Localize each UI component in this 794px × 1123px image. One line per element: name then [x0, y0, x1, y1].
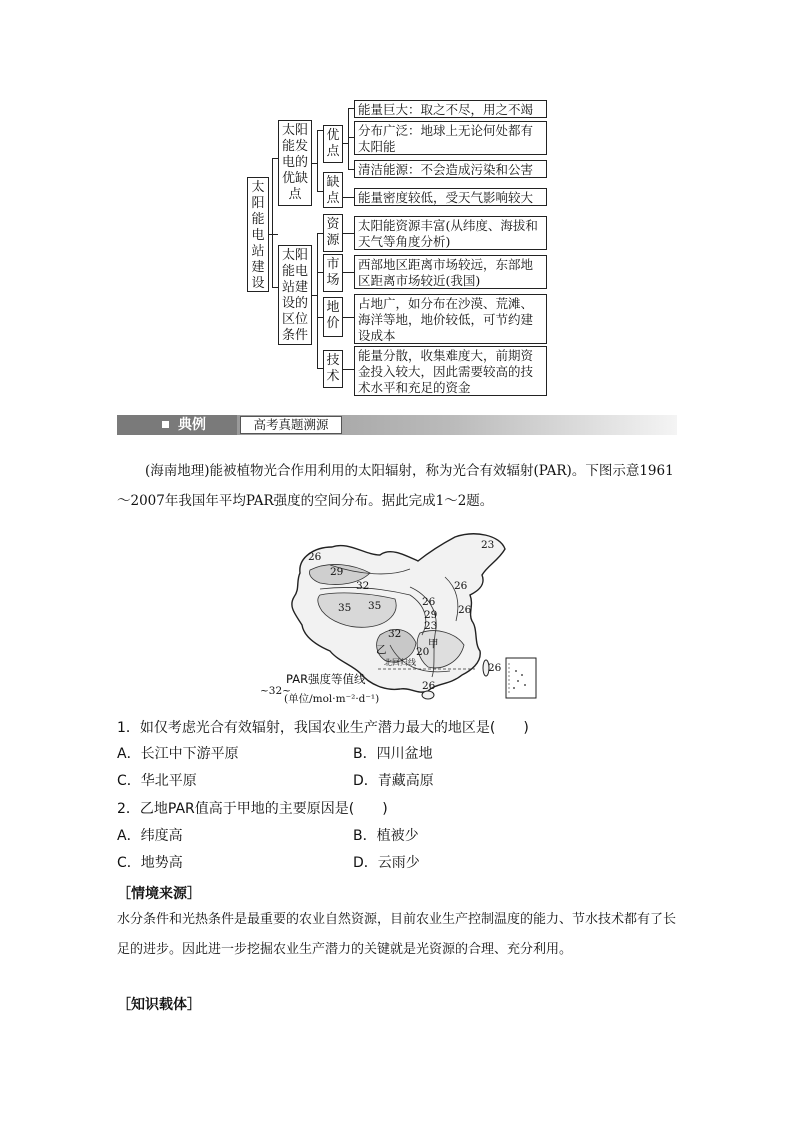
banner-subtitle: 高考真题溯源 [240, 416, 342, 434]
map-label: 26 [422, 596, 436, 608]
banner-square-icon [162, 421, 169, 428]
map-label: 26 [422, 680, 436, 692]
section-heading-context: ［情境来源］ [117, 886, 201, 902]
map-label: 32 [388, 628, 402, 640]
map-label: 29 [424, 609, 438, 621]
banner-title: 典例 [178, 417, 206, 433]
question-2-option-c[interactable]: C．地势高 [117, 855, 183, 871]
map-label: 26 [458, 604, 472, 616]
map-label: 23 [424, 620, 438, 632]
map-label: 26 [308, 551, 322, 563]
tree-factor-label: 资源 [323, 214, 343, 252]
map-label-yi: 乙 [376, 644, 387, 656]
map-label: 35 [338, 602, 352, 614]
factor-text: 能量分散，收集难度大，前期资金投入较大，因此需要较高的技术水平和充足的资金 [354, 346, 547, 396]
question-1-option-a[interactable]: A．长江中下游平原 [117, 746, 239, 762]
banner-accent [117, 415, 237, 435]
tree-factor-label: 地价 [323, 297, 343, 337]
question-2-option-a[interactable]: A．纬度高 [117, 828, 183, 844]
advantage-item: 清洁能源：不会造成污染和公害 [354, 160, 547, 178]
question-2-option-d[interactable]: D．云雨少 [353, 855, 420, 871]
intro-paragraph: (海南地理)能被植物光合作用利用的太阳辐射，称为光合有效辐射(PAR)。下图示意1961～2007年我国年平均PAR强度的空间分布。据此完成1～2题。 [117, 463, 674, 509]
section-heading-knowledge: ［知识载体］ [117, 997, 201, 1013]
map-label: 26 [488, 662, 502, 674]
map-label-jia: 甲 [428, 638, 439, 650]
map-label: 29 [330, 566, 344, 578]
tree-factor-label: 市场 [323, 254, 343, 292]
tree-label-disadvantages: 缺点 [323, 172, 343, 208]
map-label: 35 [368, 600, 382, 612]
tree-factor-label: 技术 [323, 350, 343, 388]
tree-label-advantages: 优点 [323, 125, 343, 163]
map-legend-unit: (单位/mol·m⁻²·d⁻¹) [284, 693, 380, 705]
map-label: 23 [481, 539, 495, 551]
question-1-option-b[interactable]: B．四川盆地 [353, 746, 433, 762]
map-label: 20 [416, 646, 430, 658]
tree-branch-location: 太阳能电站建设的区位条件 [278, 245, 312, 345]
map-legend-symbol: ~32~ [260, 685, 291, 697]
map-label: 26 [454, 580, 468, 592]
map-legend-title: PAR强度等值线 [286, 672, 366, 686]
tree-branch-pros-cons: 太阳能发电的优缺点 [278, 120, 312, 206]
advantage-item: 分布广泛：地球上无论何处都有太阳能 [354, 121, 547, 155]
map-label-tropic: 北回归线 [384, 658, 416, 667]
question-1-option-c[interactable]: C．华北平原 [117, 773, 197, 789]
question-2-stem: 2．乙地PAR值高于甲地的主要原因是( ) [117, 801, 388, 817]
tree-root: 太阳能电站建设 [247, 177, 269, 292]
section-body-context: 水分条件和光热条件是最重要的农业自然资源，目前农业生产控制温度的能力、节水技术都有了长足的进步。因此进一步挖掘农业生产潜力的关键就是光资源的合理、充分利用。 [117, 912, 677, 957]
factor-text: 西部地区距离市场较远，东部地区距离市场较近(我国) [354, 255, 547, 289]
factor-text: 太阳能资源丰富(从纬度、海拔和天气等角度分析) [354, 216, 547, 250]
question-1-stem: 1．如仅考虑光合有效辐射，我国农业生产潜力最大的地区是( ) [117, 720, 529, 736]
advantage-item: 能量巨大：取之不尽，用之不竭 [354, 100, 547, 118]
question-1-option-d[interactable]: D．青藏高原 [353, 773, 434, 789]
question-2-option-b[interactable]: B．植被少 [353, 828, 419, 844]
factor-text: 占地广，如分布在沙漠、荒滩、海洋等地，地价较低，可节约建设成本 [354, 294, 547, 344]
map-label: 32 [356, 580, 370, 592]
par-map-figure [260, 525, 540, 710]
disadvantage-item: 能量密度较低，受天气影响较大 [354, 188, 547, 206]
